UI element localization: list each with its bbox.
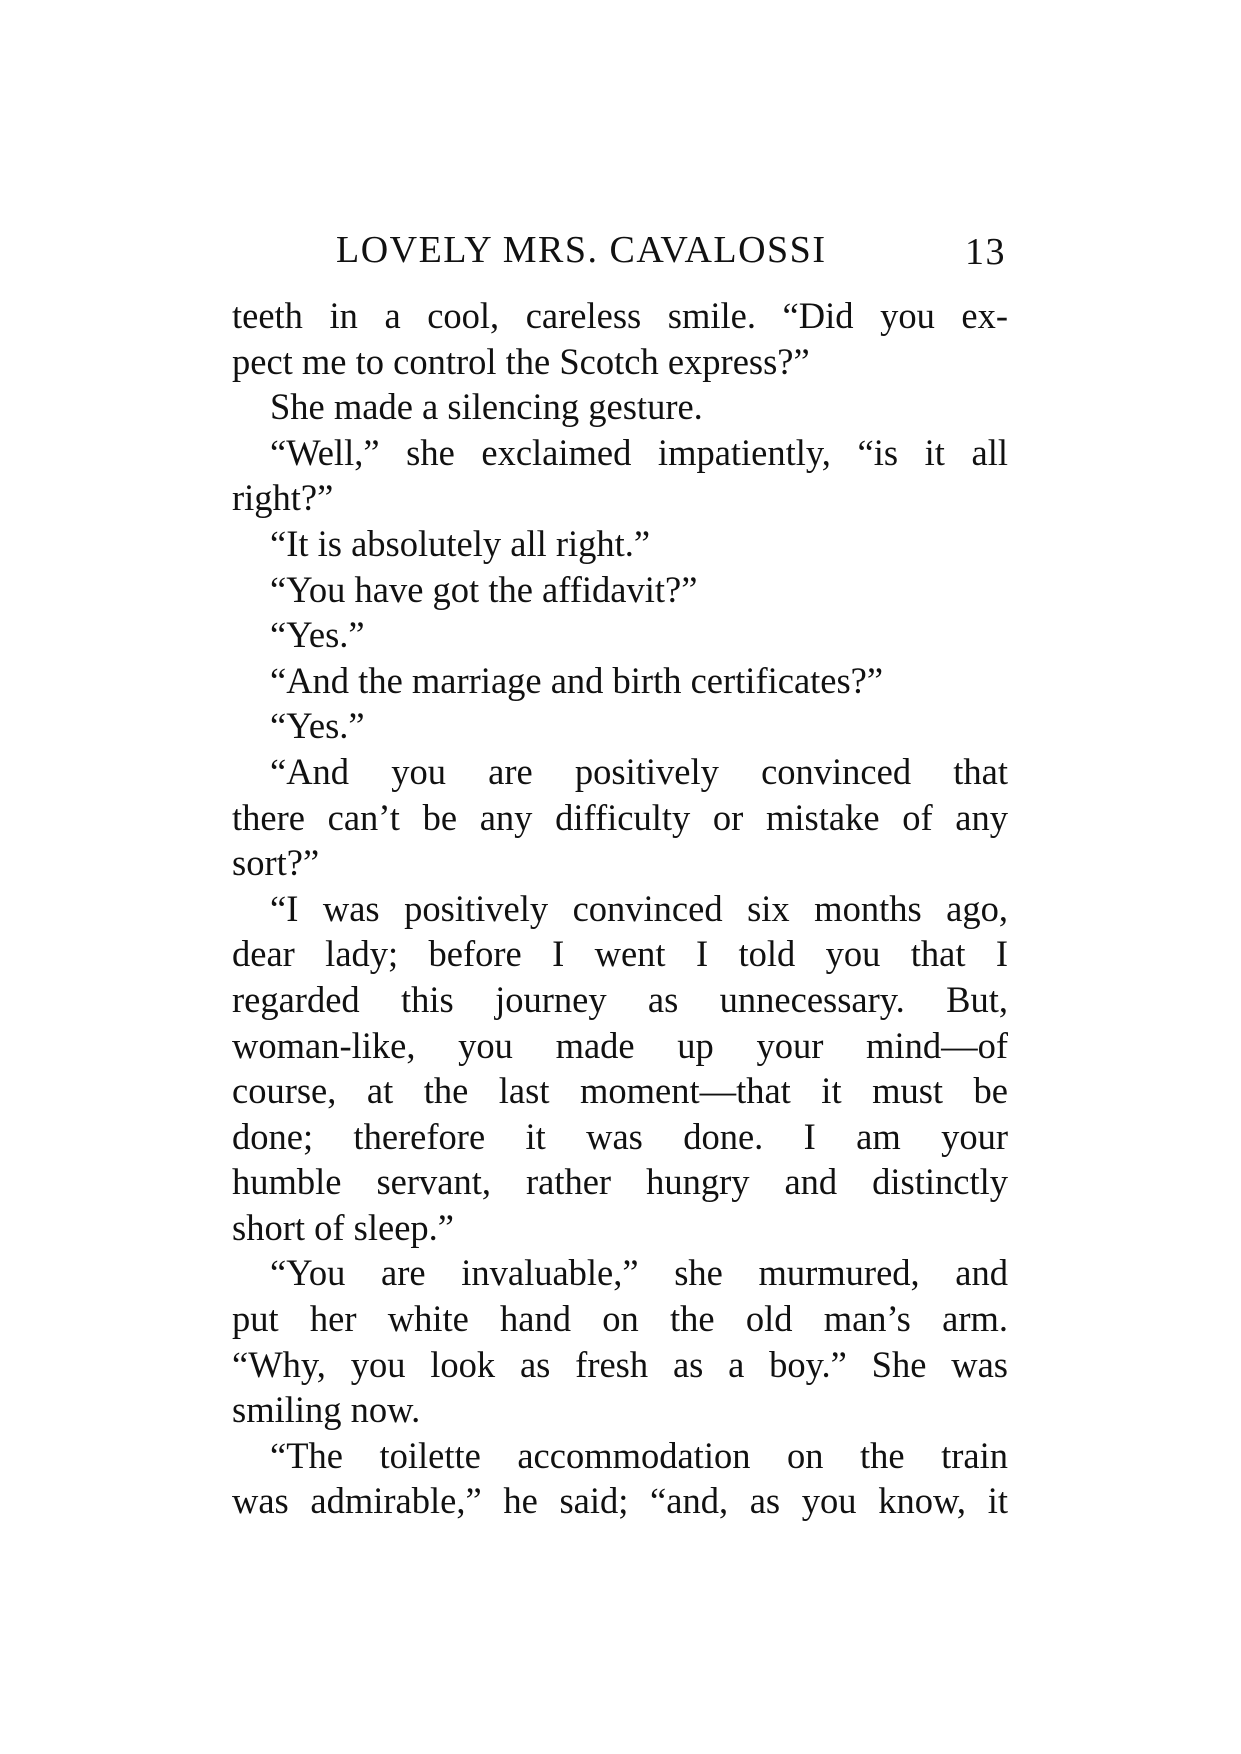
text-line: humble servant, rather hungry and distinctly xyxy=(232,1161,1008,1203)
text-line: done; therefore it was done. I am your xyxy=(232,1115,1008,1157)
text-line: “I was positively convinced six months ago, xyxy=(270,887,1008,929)
text-line: there can’t be any difficulty or mistake of any xyxy=(232,796,1008,838)
text-line: “The toilette accommodation on the train xyxy=(270,1434,1008,1476)
body-text xyxy=(232,293,1008,1524)
text-line: “It is absolutely all right.” xyxy=(270,522,651,564)
running-title: LOVELY MRS. CAVALOSSI xyxy=(336,229,827,271)
text-line: teeth in a cool, careless smile. “Did you ex- xyxy=(232,295,1008,336)
text-line: “And you are positively convinced that xyxy=(270,750,1008,792)
page-number: 13 xyxy=(965,231,1006,273)
text-line: “And the marriage and birth certificates?” xyxy=(270,659,884,701)
text-line: regarded this journey as unnecessary. But, xyxy=(232,978,1008,1020)
text-line: “You have got the affidavit?” xyxy=(270,568,698,610)
text-line: course, at the last moment—that it must be xyxy=(232,1070,1008,1112)
page-header xyxy=(232,228,1008,278)
text-line: pect me to control the Scotch express?” xyxy=(232,340,810,382)
text-line: woman-like, you made up your mind—of xyxy=(232,1024,1008,1066)
text-line: smiling now. xyxy=(232,1389,421,1431)
text-line: dear lady; before I went I told you that I xyxy=(232,933,1008,975)
text-line: short of sleep.” xyxy=(232,1206,454,1248)
text-line: was admirable,” he said; “and, as you know, it xyxy=(232,1480,1008,1522)
text-line: “You are invaluable,” she murmured, and xyxy=(270,1252,1008,1294)
text-line: “Yes.” xyxy=(270,705,365,747)
text-line: “Well,” she exclaimed impatiently, “is it all xyxy=(270,431,1008,473)
text-line: put her white hand on the old man’s arm. xyxy=(232,1298,1008,1340)
text-line: She made a silencing gesture. xyxy=(270,386,703,428)
text-line: “Why, you look as fresh as a boy.” She was xyxy=(232,1343,1008,1385)
text-line: right?” xyxy=(232,477,334,519)
text-line: “Yes.” xyxy=(270,614,365,656)
text-line: sort?” xyxy=(232,842,320,884)
